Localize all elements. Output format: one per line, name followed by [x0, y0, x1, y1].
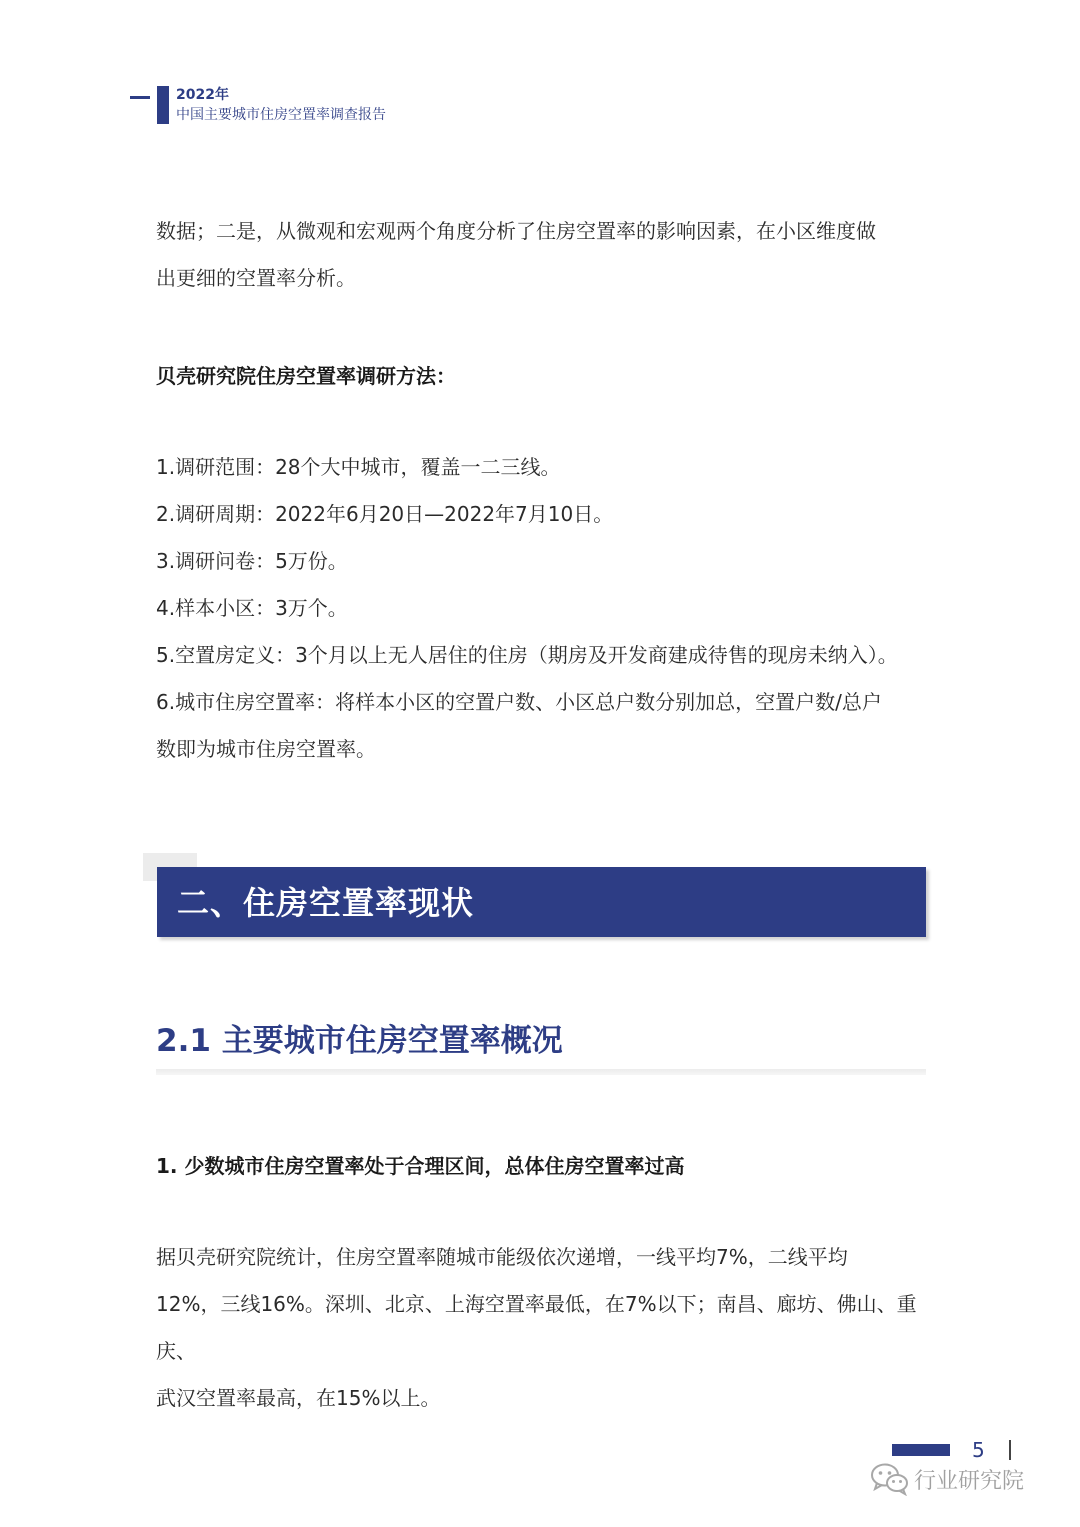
method-item-1: 1.调研范围：28个大中城市，覆盖一二三线。: [156, 455, 561, 479]
subsection-divider: [156, 1069, 926, 1075]
page-number-divider: [1009, 1440, 1011, 1460]
method-list: [156, 444, 936, 773]
method-item-4: 4.样本小区：3万个。: [156, 596, 348, 620]
finding-line-3: 武汉空置率最高，在15%以上。: [156, 1386, 441, 1410]
page-number-bar: [892, 1444, 950, 1456]
page-number: 5: [972, 1438, 985, 1462]
method-item-2: 2.调研周期：2022年6月20日—2022年7月10日。: [156, 502, 614, 526]
header-year: 2022年: [176, 87, 229, 103]
header-accent-bar: [157, 86, 169, 124]
finding-line-1: 据贝壳研究院统计，住房空置率随城市能级依次递增，一线平均7%，二线平均: [156, 1245, 848, 1269]
method-item-6: 6.城市住房空置率：将样本小区的空置户数、小区总户数分别加总，空置户数/总户: [156, 690, 882, 714]
finding-heading: 1. 少数城市住房空置率处于合理区间，总体住房空置率过高: [156, 1154, 685, 1178]
header-dash: [130, 96, 150, 99]
section-banner: [157, 867, 926, 937]
watermark-text: 行业研究院: [914, 1468, 1025, 1494]
intro-paragraph: [156, 208, 936, 302]
method-item-5: 5.空置房定义：3个月以上无人居住的住房（期房及开发商建成待售的现房未纳入）。: [156, 643, 898, 667]
intro-line-2: 出更细的空置率分析。: [156, 266, 356, 290]
wechat-icon: [870, 1462, 910, 1496]
finding-paragraph: [156, 1234, 936, 1422]
finding-line-2: 12%，三线16%。深圳、北京、上海空置率最低，在7%以下；南昌、廊坊、佛山、重庆、: [156, 1292, 917, 1363]
method-heading: 贝壳研究院住房空置率调研方法：: [156, 364, 456, 388]
watermark: [870, 1462, 1024, 1496]
intro-line-1: 数据；二是，从微观和宏观两个角度分析了住房空置率的影响因素，在小区维度做: [156, 219, 876, 243]
header-report-title: 中国主要城市住房空置率调查报告: [176, 107, 386, 123]
method-item-3: 3.调研问卷：5万份。: [156, 549, 348, 573]
subsection-title: 2.1 主要城市住房空置率概况: [156, 1023, 563, 1059]
section-title: 二、住房空置率现状: [177, 884, 475, 922]
method-item-6-cont: 数即为城市住房空置率。: [156, 737, 376, 761]
